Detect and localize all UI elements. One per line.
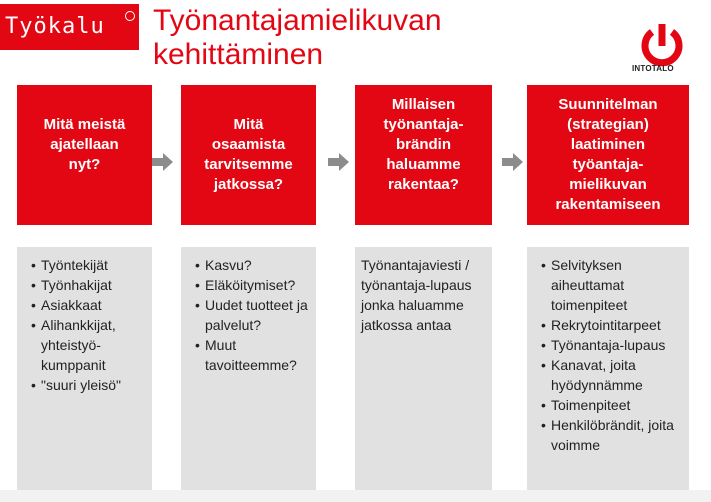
list-item: • Työntekijät xyxy=(31,255,148,275)
page-title xyxy=(153,4,442,72)
list-item: • Työnhakijat xyxy=(31,275,148,295)
detail-column-4 xyxy=(527,247,689,490)
arrow-right-icon xyxy=(328,152,350,172)
detail-column-2 xyxy=(181,247,316,490)
step-3-label: Millaisen työnantaja- brändin haluamme rakentaa? xyxy=(383,96,464,193)
step-2-label: Mitä osaamista tarvitsemme jatkossa? xyxy=(204,116,293,193)
list-item: • Selvityksen aiheuttamat toimenpiteet xyxy=(541,255,685,315)
arrow-right-icon xyxy=(502,152,524,172)
list-item: • Rekrytointitarpeet xyxy=(541,315,685,335)
detail-column-3 xyxy=(355,247,492,490)
detail-column-1 xyxy=(17,247,152,490)
list-item: • Kasvu? xyxy=(195,255,312,275)
list-item: • Toimenpiteet xyxy=(541,395,685,415)
list-item: • Työnantaja-lupaus xyxy=(541,335,685,355)
title-line-1: Työnantajamielikuvan xyxy=(153,4,442,37)
badge-label: Työkalu xyxy=(5,14,105,39)
list-item: • Asiakkaat xyxy=(31,295,148,315)
list-item: • Eläköitymiset? xyxy=(195,275,312,295)
step-box-1 xyxy=(17,85,152,225)
detail-text-3: Työnantajaviesti / työnantaja-lupaus jonka haluamme jatkossa antaa xyxy=(361,257,472,333)
step-box-2 xyxy=(181,85,316,225)
detail-list-1 xyxy=(17,247,152,395)
title-line-2: kehittäminen xyxy=(153,38,324,71)
detail-list-4 xyxy=(527,247,689,455)
step-4-label: Suunnitelman (strategian) laatiminen työantaja- mielikuvan rakentamiseen xyxy=(555,96,661,213)
step-box-3 xyxy=(355,85,492,225)
detail-list-2 xyxy=(181,247,316,375)
step-1-label: Mitä meistä ajatellaan nyt? xyxy=(43,116,126,173)
list-item: • "suuri yleisö" xyxy=(31,375,148,395)
step-box-4 xyxy=(527,85,689,225)
list-item: • Uudet tuotteet ja palvelut? xyxy=(195,295,312,335)
badge-power-icon xyxy=(125,11,135,21)
arrow-right-icon xyxy=(152,152,174,172)
list-item: • Kanavat, joita hyödynnämme xyxy=(541,355,685,395)
list-item: • Henkilöbrändit, joita voimme xyxy=(541,415,685,455)
list-item: • Alihankkijat, yhteistyö-kumppanit xyxy=(31,315,148,375)
footer-band xyxy=(0,490,711,502)
tool-badge xyxy=(0,4,139,50)
logo-text: INTOTALO xyxy=(632,64,674,73)
list-item: • Muut tavoitteemme? xyxy=(195,335,312,375)
